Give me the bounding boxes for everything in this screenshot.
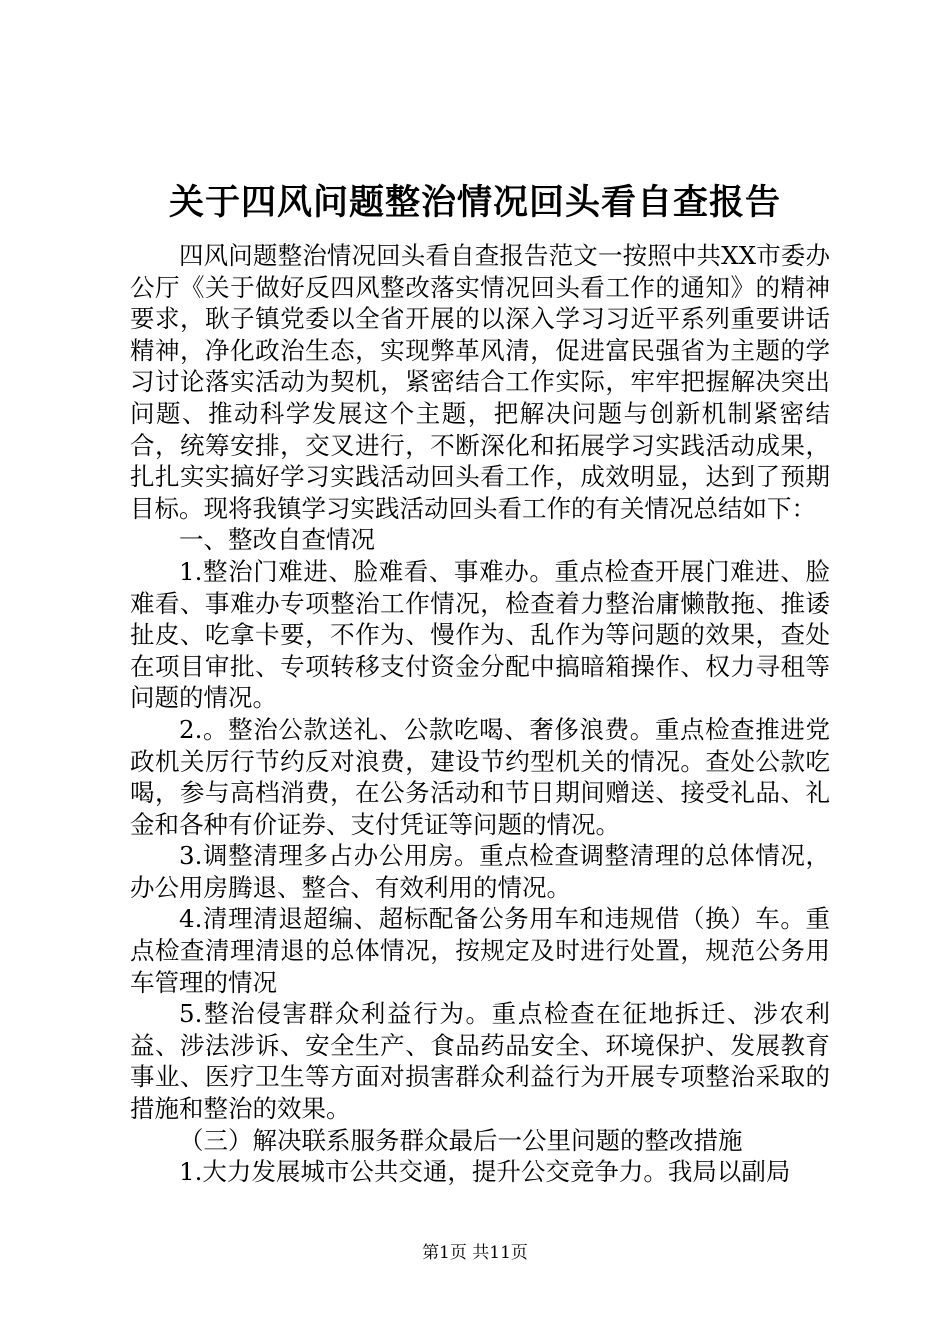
document-title: 关于四风问题整治情况回头看自查报告 [168, 182, 781, 223]
paragraph-item-3: 3.调整清理多占办公用房。重点检查调整清理的总体情况，办公用房腾退、整合、有效利用的情况。 [130, 841, 830, 902]
paragraph-intro: 四风问题整治情况回头看自查报告范文一按照中共XX市委办公厅《关于做好反四风整改落实情况回头看工作的通知》的精神要求，耿子镇党委以全省开展的以深入学习习近平系列重要讲话精神，净化政治生态，实现弊革风清，促进富民强省为主题的学习讨论落实活动为契机，紧密结合工作实际，牢牢把握解决突出问题、推动科学发展这个主题，把解决问题与创新机制紧密结合，统筹安排，交叉进行，不断深化和拓展学习实践活动成果，扎扎实实搞好学习实践活动回头看工作，成效明显，达到了预期目标。现将我镇学习实践活动回头看工作的有关情况总结如下： [130, 241, 830, 523]
section-heading-3: （三）解决联系服务群众最后一公里问题的整改措施 [179, 1125, 743, 1155]
section-heading: 一、整改自查情况 [179, 525, 375, 555]
paragraph-item-4: 4.清理清退超编、超标配备公务用车和违规借（换）车。重点检查清理清退的总体情况，按规定及时进行处置，规范公务用车管理的情况 [130, 904, 830, 997]
paragraph-measure-1: 1.大力发展城市公共交通，提升公交竞争力。我局以副局 [179, 1157, 791, 1187]
page-footer: 第1页 共11页 [422, 1243, 528, 1263]
paragraph-item-2: 2.。整治公款送礼、公款吃喝、奢侈浪费。重点检查推进党政机关厉行节约反对浪费，建设节约型机关的情况。查处公款吃喝，参与高档消费，在公务活动和节日期间赠送、接受礼品、礼金和各种有价证券、支付凭证等问题的情况。 [130, 714, 830, 839]
document-body [130, 240, 830, 1188]
paragraph-item-1: 1.整治门难进、脸难看、事难办。重点检查开展门难进、脸难看、事难办专项整治工作情况，检查着力整治庸懒散拖、推诿扯皮、吃拿卡要，不作为、慢作为、乱作为等问题的效果，查处在项目审批、专项转移支付资金分配中搞暗箱操作、权力寻租等问题的情况。 [130, 556, 830, 713]
paragraph-item-5: 5.整治侵害群众利益行为。重点检查在征地拆迁、涉农利益、涉法涉诉、安全生产、食品药品安全、环境保护、发展教育事业、医疗卫生等方面对损害群众利益行为开展专项整治采取的措施和整治的效果。 [130, 999, 830, 1124]
